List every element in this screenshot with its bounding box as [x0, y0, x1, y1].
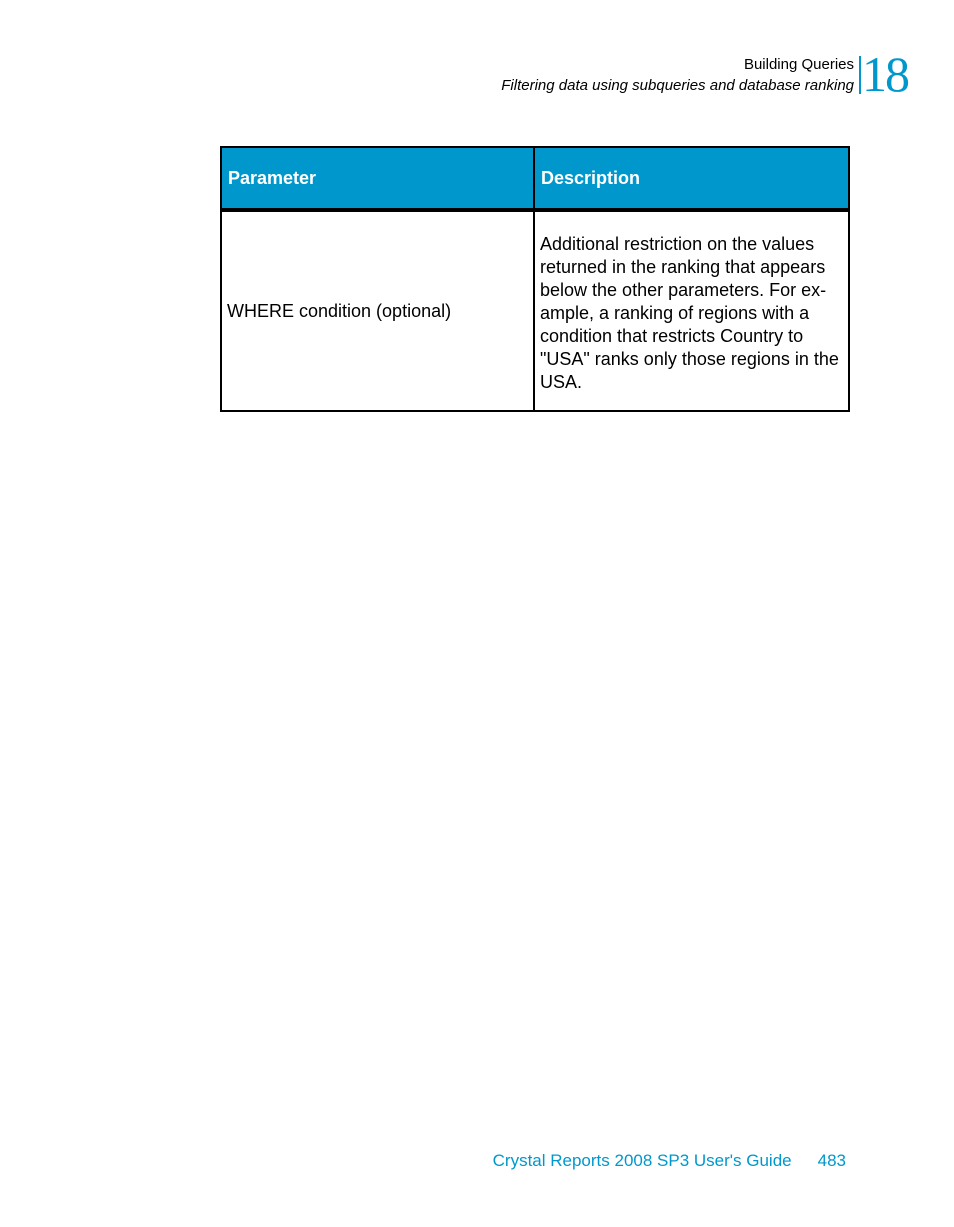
- parameter-cell: WHERE condition (optional): [221, 210, 534, 411]
- table-header-row: [221, 147, 849, 210]
- chapter-divider: [859, 56, 861, 94]
- parameter-table: [220, 146, 850, 412]
- column-header-parameter: Parameter: [221, 147, 534, 210]
- column-header-description: Description: [534, 147, 849, 210]
- chapter-number: 18: [862, 46, 908, 102]
- table-row: [221, 210, 849, 411]
- running-header: [501, 55, 854, 97]
- page-number: 483: [817, 1151, 846, 1170]
- header-section-title: Filtering data using subqueries and database ranking: [501, 77, 854, 94]
- page-footer: [493, 1150, 846, 1172]
- description-cell: Additional restriction on the values returned in the ranking that appears below the other parameters. For ex-ample, a ranking of regions with a condition that restricts Country to "USA" ranks only those regions in the USA.: [534, 210, 849, 411]
- footer-guide-title: Crystal Reports 2008 SP3 User's Guide: [492, 1151, 792, 1170]
- header-chapter-title: Building Queries: [743, 56, 854, 73]
